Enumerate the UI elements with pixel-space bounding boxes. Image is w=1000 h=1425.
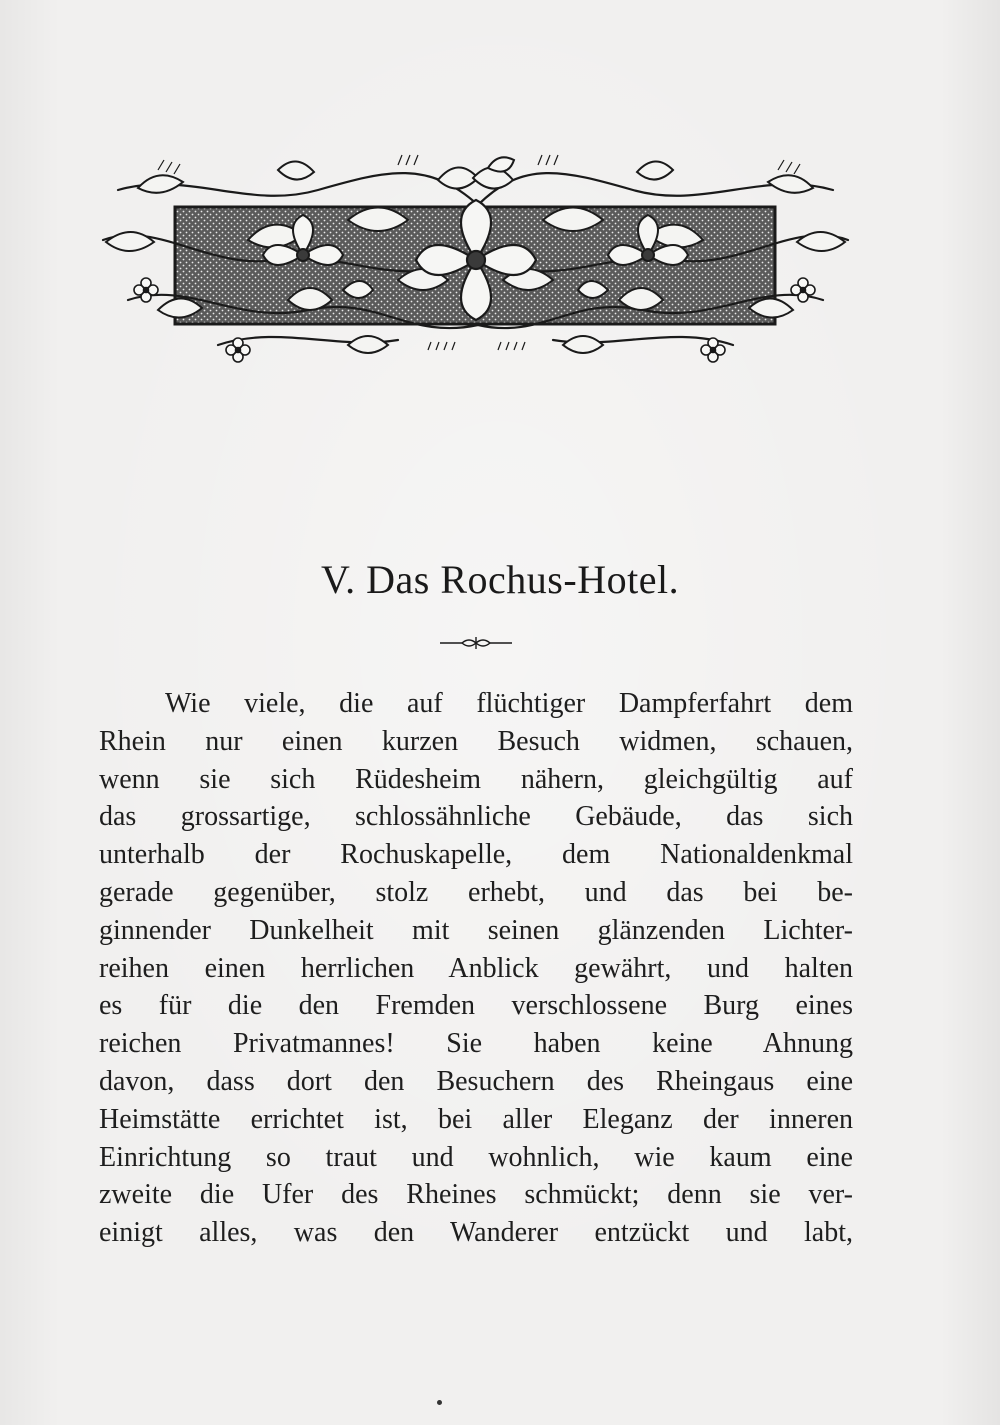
ink-speck bbox=[437, 1400, 442, 1405]
text-line: das grossartige, schlossähnliche Gebäude, das sich bbox=[99, 801, 853, 833]
chapter-title: V. Das Rochus-Hotel. bbox=[320, 557, 680, 602]
text-line: wenn sie sich Rüdesheim nähern, gleichgültig auf bbox=[99, 763, 853, 795]
text-line: Heimstätte errichtet ist, bei aller Eleganz der inneren bbox=[99, 1103, 853, 1135]
text-line: Rhein nur einen kurzen Besuch widmen, schauen, bbox=[99, 725, 853, 757]
text-line: einigt alles, was den Wanderer entzückt und labt, bbox=[99, 1217, 853, 1249]
ornamental-rule-icon bbox=[438, 636, 514, 650]
text-line: unterhalb der Rochuskapelle, dem Nationaldenkmal bbox=[99, 839, 853, 871]
text-line: gerade gegenüber, stolz erhebt, und das bei be- bbox=[99, 876, 853, 908]
floral-vignette-icon bbox=[98, 150, 853, 375]
text-line: davon, dass dort den Besuchern des Rheingaus eine bbox=[99, 1065, 853, 1097]
text-line: ginnender Dunkelheit mit seinen glänzenden Lichter- bbox=[99, 914, 853, 946]
text-line: Einrichtung so traut und wohnlich, wie kaum eine bbox=[99, 1141, 853, 1173]
text-line: reihen einen herrlichen Anblick gewährt, und halten bbox=[99, 952, 853, 984]
text-line: es für die den Fremden verschlossene Burg eines bbox=[99, 990, 853, 1022]
body-paragraph bbox=[99, 685, 853, 1252]
text-line: Wie viele, die auf flüchtiger Dampferfahrt dem bbox=[165, 688, 853, 719]
text-line: zweite die Ufer des Rheines schmückt; denn sie ver- bbox=[99, 1179, 853, 1211]
text-line: reichen Privatmannes! Sie haben keine Ahnung bbox=[99, 1028, 853, 1060]
